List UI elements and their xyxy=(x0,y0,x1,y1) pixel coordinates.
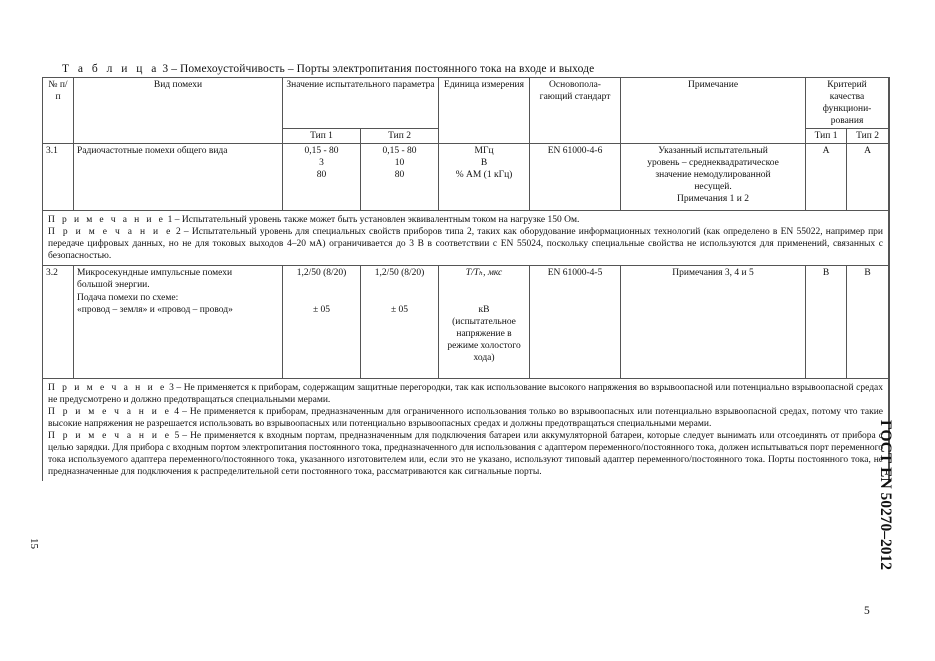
note-5-text: 5 – Не применяется к входным портам, предназначенным для подключения батареи или аккумуляторной батареи, которые следует вынимать или отсоединять от прибора с целью зарядки. Для прибора с входным портом электропитания постоянного тока, предназначенного для использования с адаптером переменного/постоянного тока, должен испытываться порт переменного тока используемого адаптера переменного/постоянного тока, указанного изготовителем или, если это не указано, используют типовый адаптер переменного/постоянного тока. Порты постоянного тока, не предназначенные для подключения к распределительной сети постоянного тока, рассматриваются как сигнальные порты. xyxy=(48,431,884,477)
row32-value-type1 xyxy=(283,266,361,379)
row32-unit-kv: кВ xyxy=(478,305,490,315)
header-unit: Единица измерения xyxy=(439,78,530,144)
notes-block-1 xyxy=(43,211,889,266)
header-num: № п/п xyxy=(43,78,74,144)
note-2-label: П р и м е ч а н и е xyxy=(48,227,173,237)
row32-criteria-type1: В xyxy=(806,266,847,379)
header-criteria: Критерий качества функциони-рования xyxy=(806,78,889,129)
note-1-label: П р и м е ч а н и е xyxy=(48,215,166,225)
row32-remark: Примечания 3, 4 и 5 xyxy=(621,266,806,379)
note-1-text: 1 – Испытательный уровень также может быть установлен эквивалентным током на нагрузке 150 Ом. xyxy=(165,215,580,225)
row31-criteria-type1: А xyxy=(806,144,847,211)
row31-value-type2 xyxy=(361,144,439,211)
row31-t2-level: 10 xyxy=(394,158,405,168)
row31-remark xyxy=(621,144,806,211)
table-caption xyxy=(62,63,594,75)
row31-t1-level: 3 xyxy=(319,158,324,168)
row31-criteria-type2: А xyxy=(847,144,889,211)
row32-sub-line1: Подача помехи по схеме: xyxy=(77,293,179,303)
row32-value-type2 xyxy=(361,266,439,379)
row32-t1-voltage: ± 05 xyxy=(312,305,331,315)
row32-criteria-type2: В xyxy=(847,266,889,379)
row32-standard: EN 61000-4-5 xyxy=(530,266,621,379)
row32-unit-line5: хода) xyxy=(473,353,495,363)
row32-type-line1: Микросекундные импульсные помехи xyxy=(77,268,233,278)
note-5 xyxy=(48,430,883,478)
header-value-type2: Тип 2 xyxy=(361,129,439,144)
row31-remark-line1: Указанный испытательный xyxy=(658,146,768,156)
row31-remark-line4: несущей. xyxy=(694,182,732,192)
row32-unit-line3: напряжение в xyxy=(456,329,512,339)
header-type: Вид помехи xyxy=(74,78,283,144)
standard-side-title: ГОСТ EN 50270–2012 xyxy=(877,420,894,571)
header-remark: Примечание xyxy=(621,78,806,144)
note-5-label: П р и м е ч а н и е xyxy=(48,431,172,441)
note-3-text: 3 – Не применяется к приборам, содержащим защитные перегородки, так как использование высокого напряжения во взрывоопасной или потенциально взрывоопасной средах не предусмотрено и должно предотвращаться специальными мерами. xyxy=(48,383,884,405)
table-row-3-1 xyxy=(43,144,889,211)
row31-unit-level: В xyxy=(480,158,488,168)
row31-unit-am: % АМ (1 кГц) xyxy=(455,170,513,180)
row31-t2-am: 80 xyxy=(394,170,405,180)
note-2-text: 2 – Испытательный уровень для специальных свойств приборов типа 2, таких как оборудование информационных технологий (как определено в EN 55022, например при передаче цифровых данных, но не для токовых выходов 4–20 мА) ограничивается до 3 В в соответствии с EN 55024, поскольку специальные свойства не используются для применений, связанных с безопасностью. xyxy=(48,227,884,261)
row31-t2-freq: 0,15 - 80 xyxy=(382,146,417,156)
row32-t1-waveform: 1,2/50 (8/20) xyxy=(296,268,347,278)
row31-num: 3.1 xyxy=(43,144,74,211)
row31-value-type1 xyxy=(283,144,361,211)
page-number-left: 15 xyxy=(28,538,40,549)
header-row xyxy=(43,78,889,129)
note-1 xyxy=(48,214,883,226)
row31-remark-line5: Примечания 1 и 2 xyxy=(677,194,749,204)
row32-unit-line4: режиме холостого xyxy=(447,341,521,351)
header-criteria-type1: Тип 1 xyxy=(806,129,847,144)
row31-remark-line3: значение немодулированной xyxy=(655,170,771,180)
note-4 xyxy=(48,406,883,430)
caption-text: 3 – Помехоустойчивость – Порты электропитания постоянного тока на входе и выходе xyxy=(162,63,595,75)
row32-type-line2: большой энергии. xyxy=(77,280,150,290)
header-standard: Основопола-гающий стандарт xyxy=(530,78,621,144)
row31-t1-am: 80 xyxy=(316,170,327,180)
row31-remark-line2: уровень – среднеквадратическое xyxy=(647,158,779,168)
note-4-text: 4 – Не применяется к приборам, предназначенным для ограниченного использования только во взрывоопасных или потенциально взрывоопасной средах, потому что такие высокие напряжения не разрешается использовать во взрывоопасных или потенциально взрывоопасных средах и должны предотвращаться специальными мерами. xyxy=(48,407,884,429)
row31-standard: EN 61000-4-6 xyxy=(530,144,621,211)
header-value-type1: Тип 1 xyxy=(283,129,361,144)
row32-type xyxy=(74,266,283,379)
row32-num: 3.2 xyxy=(43,266,74,379)
notes-row-1 xyxy=(43,211,889,266)
row32-t2-voltage: ± 05 xyxy=(390,305,409,315)
table-row-3-2 xyxy=(43,266,889,379)
header-value: Значение испытательного параметра xyxy=(283,78,439,129)
note-3 xyxy=(48,382,883,406)
row32-unit xyxy=(439,266,530,379)
caption-label: Т а б л и ц а xyxy=(62,63,160,75)
notes-row-2 xyxy=(43,379,889,482)
row31-unit xyxy=(439,144,530,211)
page-number-right: 5 xyxy=(864,605,870,617)
note-3-label: П р и м е ч а н и е xyxy=(48,383,167,393)
row32-sub-line2: «провод – земля» и «провод – провод» xyxy=(77,305,233,315)
immunity-table xyxy=(42,77,889,481)
row31-type: Радиочастотные помехи общего вида xyxy=(74,144,283,211)
row32-unit-line2: (испытательное xyxy=(452,317,516,327)
note-4-label: П р и м е ч а н и е xyxy=(48,407,172,417)
row32-unit-time: T/Tₕ, мкс xyxy=(465,268,503,278)
row32-t2-waveform: 1,2/50 (8/20) xyxy=(374,268,425,278)
notes-block-2 xyxy=(43,379,889,482)
row31-unit-freq: МГц xyxy=(474,146,494,156)
header-criteria-type2: Тип 2 xyxy=(847,129,889,144)
row31-t1-freq: 0,15 - 80 xyxy=(304,146,339,156)
note-2 xyxy=(48,226,883,262)
